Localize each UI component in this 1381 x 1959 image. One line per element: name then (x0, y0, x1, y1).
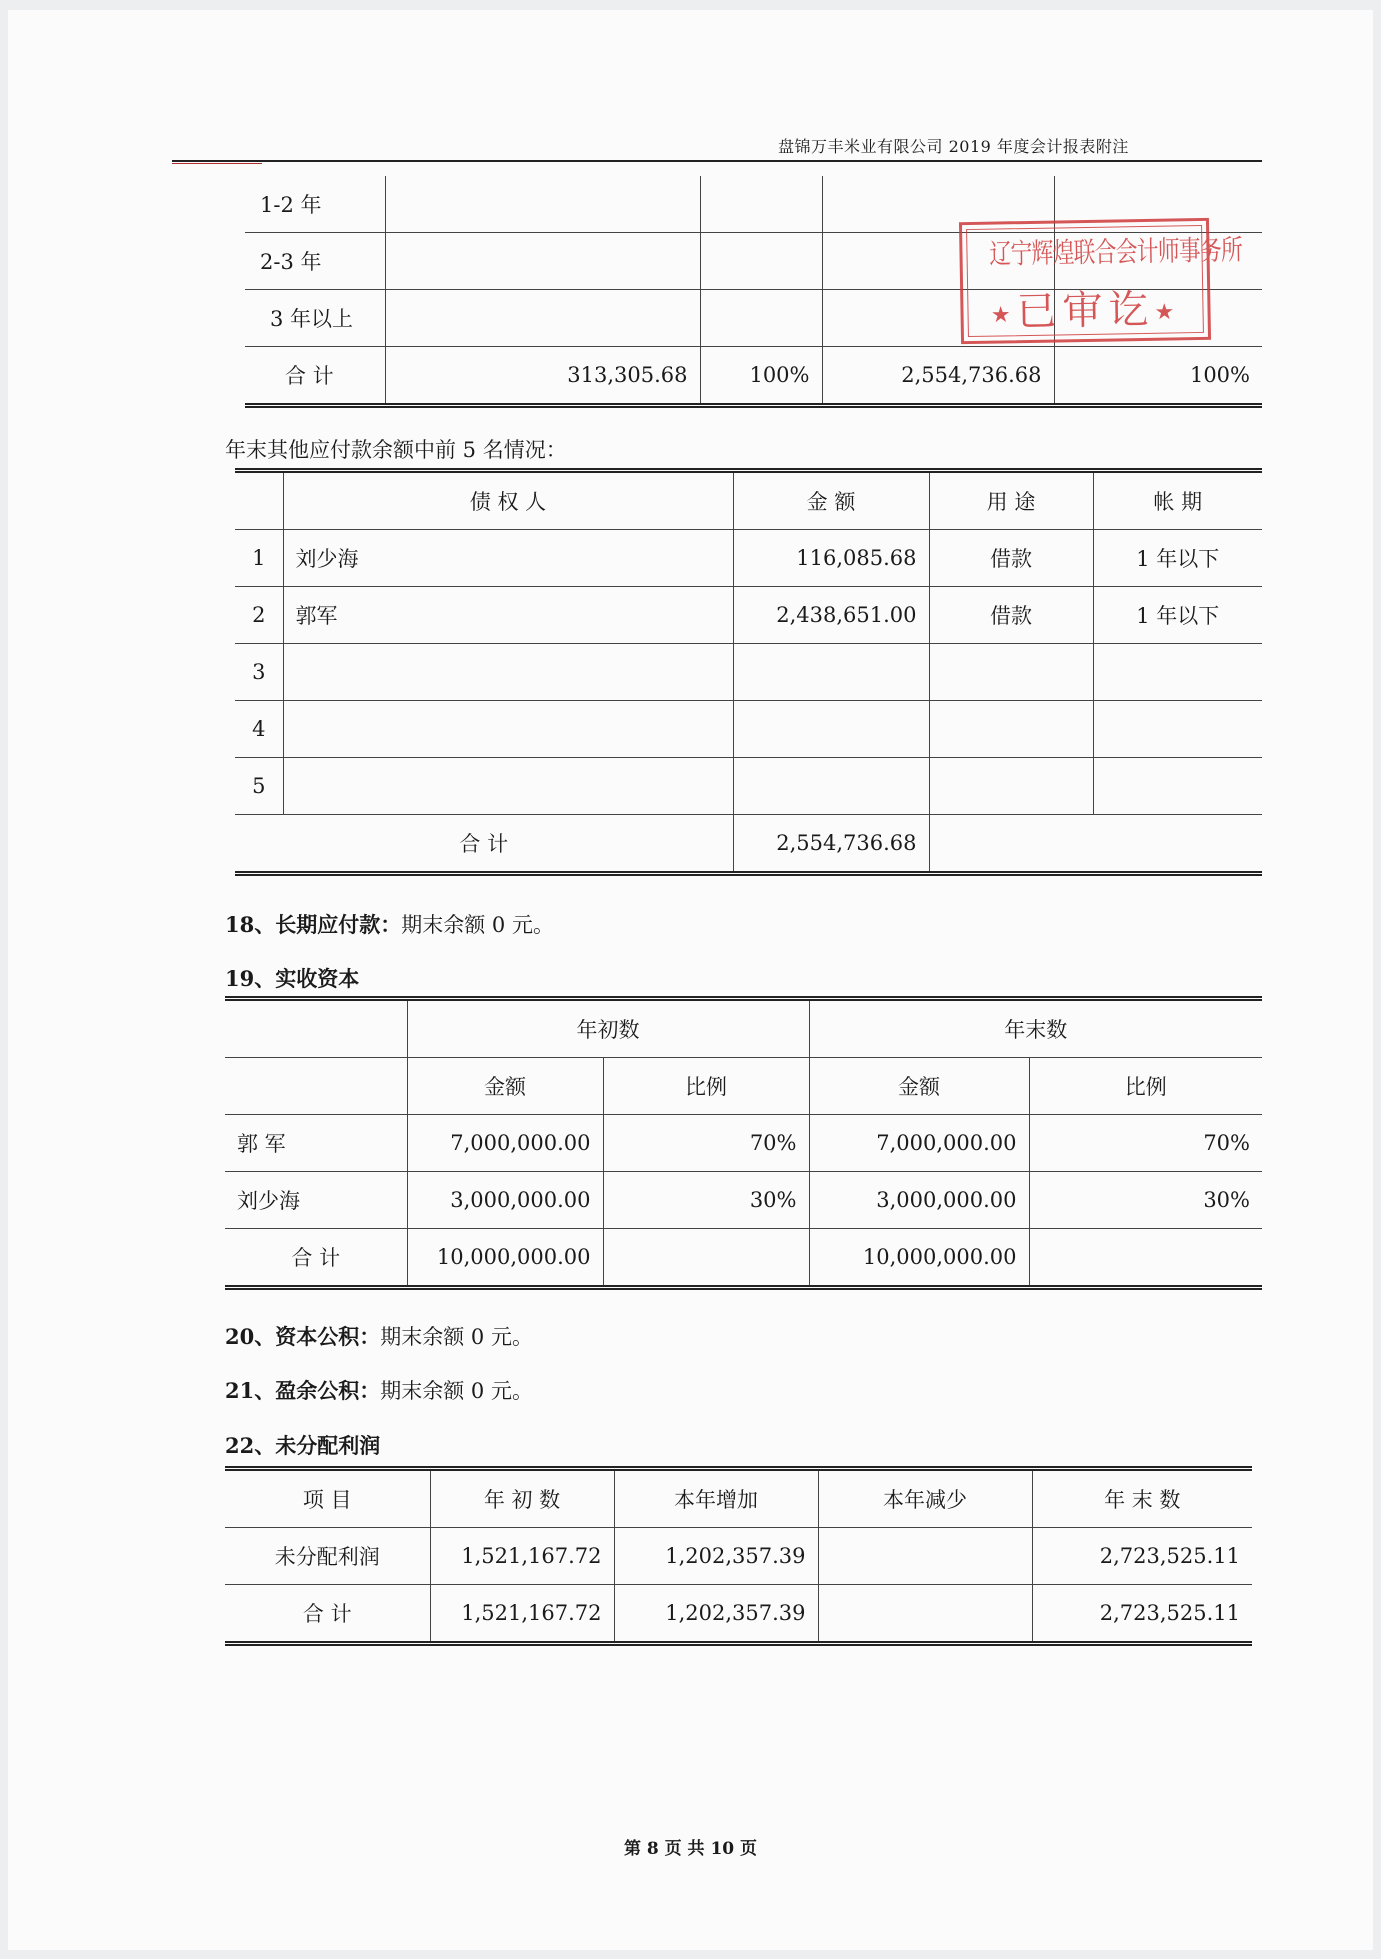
table-total-row (225, 1229, 1262, 1288)
row-no: 1 (235, 530, 283, 587)
row-creditor: 刘少海 (283, 530, 733, 587)
section-19-title: 19、实收资本 (225, 966, 360, 991)
table-header-row (225, 999, 1262, 1058)
top5-total-label: 合 计 (235, 815, 733, 874)
section-18 (225, 909, 554, 939)
header-increase: 本年增加 (614, 1469, 818, 1528)
header-purpose: 用 途 (929, 471, 1093, 530)
section-22 (225, 1430, 380, 1460)
row-shareholder: 郭 军 (225, 1115, 407, 1172)
subheader-start-ratio: 比例 (603, 1058, 809, 1115)
section-18-title: 18、长期应付款： (225, 912, 402, 937)
header-rule (172, 160, 1262, 162)
aging-pct1 (700, 233, 822, 290)
page-footer: 第 8 页 共 10 页 (623, 1839, 758, 1859)
row-term: 1 年以下 (1093, 530, 1262, 587)
top5-table (235, 468, 1262, 876)
row-purpose: 借款 (929, 587, 1093, 644)
aging-pct1 (700, 290, 822, 347)
row-start: 1,521,167.72 (430, 1528, 614, 1585)
aging-total-amount1: 313,305.68 (385, 347, 700, 406)
row-end-amount: 3,000,000.00 (809, 1172, 1029, 1229)
row-no: 2 (235, 587, 283, 644)
row-increase: 1,202,357.39 (614, 1585, 818, 1644)
capital-table (225, 996, 1262, 1290)
capital-total-end-ratio (1029, 1229, 1262, 1288)
row-end-ratio: 30% (1029, 1172, 1262, 1229)
aging-total-pct1: 100% (700, 347, 822, 406)
stamp-firm-name: 辽宁辉煌联合会计师事务所 (989, 233, 1243, 271)
row-end-amount: 7,000,000.00 (809, 1115, 1029, 1172)
stamp-status (963, 277, 1208, 338)
row-start-amount: 7,000,000.00 (407, 1115, 603, 1172)
row-term: 1 年以下 (1093, 587, 1262, 644)
header-no (235, 471, 283, 530)
table-row (225, 1528, 1252, 1585)
row-purpose (929, 644, 1093, 701)
header-name-empty (225, 999, 407, 1058)
row-creditor (283, 758, 733, 815)
row-amount: 2,438,651.00 (733, 587, 929, 644)
row-end: 2,723,525.11 (1032, 1585, 1252, 1644)
section-22-title: 22、未分配利润 (225, 1433, 381, 1458)
subheader-end-ratio: 比例 (1029, 1058, 1262, 1115)
aging-total-amount2: 2,554,736.68 (822, 347, 1054, 406)
table-total-row (245, 347, 1262, 406)
row-amount: 116,085.68 (733, 530, 929, 587)
table-row (225, 1172, 1262, 1229)
aging-label: 2-3 年 (245, 233, 385, 290)
header-year-start: 年初数 (407, 999, 809, 1058)
header-rule-accent (172, 163, 262, 164)
row-item: 合 计 (225, 1585, 430, 1644)
section-21-text: 期末余额 0 元。 (380, 1379, 533, 1403)
aging-total-pct2: 100% (1054, 347, 1262, 406)
subheader-empty (225, 1058, 407, 1115)
row-item: 未分配利润 (225, 1528, 430, 1585)
section-18-text: 期末余额 0 元。 (401, 913, 554, 937)
row-purpose (929, 758, 1093, 815)
row-purpose (929, 701, 1093, 758)
table-subheader-row (225, 1058, 1262, 1115)
table-row (235, 701, 1262, 758)
star-icon: ★ (990, 302, 1017, 329)
row-end-ratio: 70% (1029, 1115, 1262, 1172)
header-end: 年 末 数 (1032, 1469, 1252, 1528)
row-purpose: 借款 (929, 530, 1093, 587)
aging-amount1 (385, 233, 700, 290)
table-row (235, 587, 1262, 644)
row-no: 5 (235, 758, 283, 815)
table-header-row (235, 471, 1262, 530)
row-no: 3 (235, 644, 283, 701)
header-term: 帐 期 (1093, 471, 1262, 530)
aging-pct1 (700, 176, 822, 233)
table-total-row (235, 815, 1262, 874)
row-creditor: 郭军 (283, 587, 733, 644)
row-term (1093, 644, 1262, 701)
report-header: 盘锦万丰米业有限公司 2019 年度会计报表附注 (778, 137, 1129, 156)
capital-total-label: 合 计 (225, 1229, 407, 1288)
capital-total-start: 10,000,000.00 (407, 1229, 603, 1288)
aging-amount1 (385, 290, 700, 347)
aging-label: 1-2 年 (245, 176, 385, 233)
table-row (225, 1115, 1262, 1172)
aging-label: 3 年以上 (245, 290, 385, 347)
header-creditor: 债 权 人 (283, 471, 733, 530)
row-creditor (283, 701, 733, 758)
section-20 (225, 1321, 533, 1351)
row-creditor (283, 644, 733, 701)
section-21-title: 21、盈余公积： (225, 1378, 381, 1403)
capital-total-end: 10,000,000.00 (809, 1229, 1029, 1288)
star-icon: ★ (1154, 299, 1181, 326)
table-total-row (225, 1585, 1252, 1644)
capital-total-start-ratio (603, 1229, 809, 1288)
row-start-ratio: 70% (603, 1115, 809, 1172)
row-end: 2,723,525.11 (1032, 1528, 1252, 1585)
row-start-amount: 3,000,000.00 (407, 1172, 603, 1229)
header-item: 项 目 (225, 1469, 430, 1528)
row-amount (733, 701, 929, 758)
row-decrease (818, 1528, 1032, 1585)
table-header-row (225, 1469, 1252, 1528)
subheader-end-amount: 金额 (809, 1058, 1029, 1115)
row-start-ratio: 30% (603, 1172, 809, 1229)
header-amount: 金 额 (733, 471, 929, 530)
section-20-title: 20、资本公积： (225, 1324, 381, 1349)
subheader-start-amount: 金额 (407, 1058, 603, 1115)
table-row (235, 644, 1262, 701)
row-term (1093, 701, 1262, 758)
header-decrease: 本年减少 (818, 1469, 1032, 1528)
top5-total-empty (929, 815, 1262, 874)
row-shareholder: 刘少海 (225, 1172, 407, 1229)
row-amount (733, 644, 929, 701)
row-term (1093, 758, 1262, 815)
profit-table (225, 1466, 1252, 1646)
aging-total-label: 合 计 (245, 347, 385, 406)
aging-amount1 (385, 176, 700, 233)
row-increase: 1,202,357.39 (614, 1528, 818, 1585)
stamp-status-text: 已审讫 (1016, 286, 1155, 336)
section-19 (225, 963, 359, 993)
row-no: 4 (235, 701, 283, 758)
table-row (235, 758, 1262, 815)
top5-caption: 年末其他应付款余额中前 5 名情况： (225, 438, 567, 462)
section-20-text: 期末余额 0 元。 (380, 1325, 533, 1349)
row-decrease (818, 1585, 1032, 1644)
table-row (235, 530, 1262, 587)
row-start: 1,521,167.72 (430, 1585, 614, 1644)
row-amount (733, 758, 929, 815)
audit-stamp (959, 218, 1243, 344)
header-year-end: 年末数 (809, 999, 1262, 1058)
top5-total-amount: 2,554,736.68 (733, 815, 929, 874)
header-start: 年 初 数 (430, 1469, 614, 1528)
section-21 (225, 1375, 533, 1405)
